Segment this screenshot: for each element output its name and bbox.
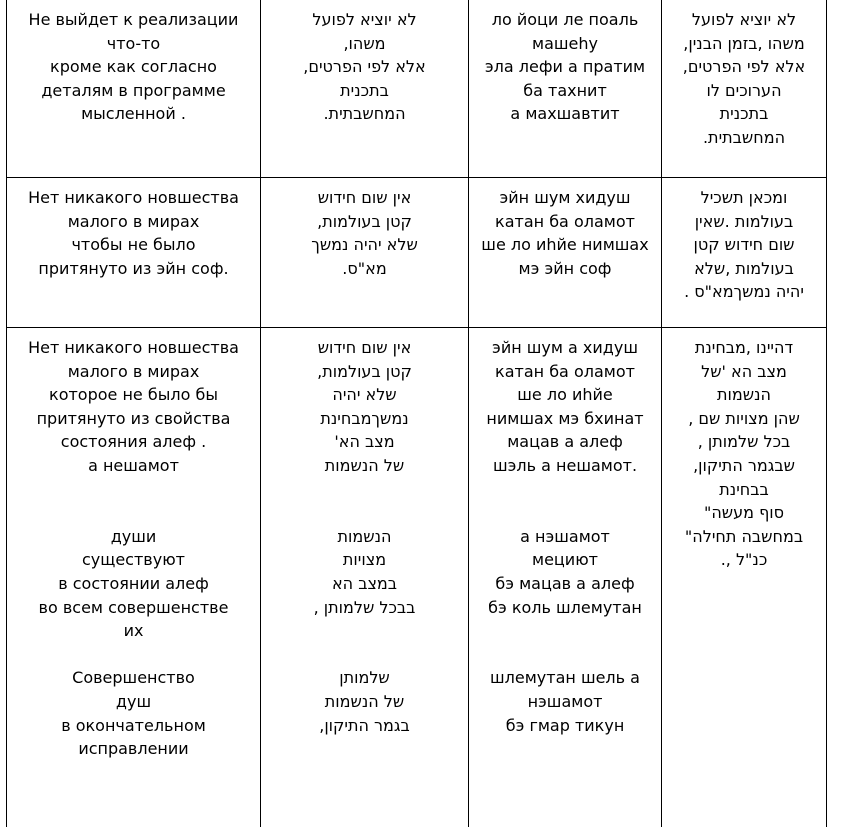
cell-line: שלא יהיה — [267, 383, 462, 407]
transliteration-cell — [469, 328, 662, 827]
cell-line: נמשךמבחינת — [267, 407, 462, 431]
cell-line: ומכאן תשכיל — [668, 186, 820, 210]
cell-line: во всем совершенстве — [13, 596, 254, 620]
cell-line: אין שום חידוש — [267, 336, 462, 360]
transliteration-cell — [469, 0, 662, 178]
cell-line: притянуто из эйн соф. — [13, 257, 254, 281]
cell-line: катан ба оламот — [475, 210, 655, 234]
cell-line: исправлении — [13, 737, 254, 761]
cell-line: в окончательном — [13, 714, 254, 738]
cell-line: קטן בעולמות, — [267, 360, 462, 384]
cell-line: הערוכים לו — [668, 79, 820, 103]
cell-line: בתכנית — [267, 79, 462, 103]
cell-line: המחשבתית. — [267, 102, 462, 126]
hebrew-source-cell — [662, 178, 827, 328]
cell-line: לא יוציא לפועל — [668, 8, 820, 32]
cell-line — [267, 501, 462, 525]
cell-line: שלא יהיה נמשך — [267, 233, 462, 257]
cell-line: מא"ס. — [267, 257, 462, 281]
cell-line: состояния алеф . — [13, 430, 254, 454]
hebrew-source-cell — [662, 328, 827, 827]
cell-line: мециют — [475, 548, 655, 572]
cell-line: שבגמר התיקון, — [668, 454, 820, 478]
cell-line: их — [13, 619, 254, 643]
hebrew-short-cell — [261, 328, 469, 827]
cell-line: בבכל שלמותן , — [267, 596, 462, 620]
transliteration-cell — [469, 178, 662, 328]
cell-line: шэль а нешамот. — [475, 454, 655, 478]
table-row — [7, 328, 827, 827]
cell-line: катан ба оламот — [475, 360, 655, 384]
cell-line: мэ эйн соф — [475, 257, 655, 281]
russian-cell — [7, 0, 261, 178]
hebrew-short-cell — [261, 0, 469, 178]
cell-line: мацав а алеф — [475, 430, 655, 454]
cell-line: משהו ,בזמן הבנין, — [668, 32, 820, 56]
cell-line: малого в мирах — [13, 210, 254, 234]
cell-line: במצב הא — [267, 572, 462, 596]
cell-line: эйн шум а хидуш — [475, 336, 655, 360]
cell-line: души — [13, 525, 254, 549]
cell-line: бэ коль шлемутан — [475, 596, 655, 620]
cell-line: בעולמות ,שלא — [668, 257, 820, 281]
comparison-table — [6, 0, 827, 827]
cell-line: кроме как согласно — [13, 55, 254, 79]
cell-line: ло йоци ле поаль — [475, 8, 655, 32]
cell-line: בעולמות .שאין — [668, 210, 820, 234]
cell-line: מצב הא' — [267, 430, 462, 454]
cell-line: мысленной . — [13, 102, 254, 126]
cell-line: нэшамот — [475, 690, 655, 714]
cell-line: שהן מצויות שם , — [668, 407, 820, 431]
cell-line: малого в мирах — [13, 360, 254, 384]
cell-line: של הנשמות — [267, 690, 462, 714]
cell-line: а нэшамот — [475, 525, 655, 549]
cell-line — [13, 643, 254, 667]
cell-line: ба тахнит — [475, 79, 655, 103]
cell-line: דהיינו ,מבחינת — [668, 336, 820, 360]
cell-line: הנשמות — [267, 525, 462, 549]
cell-line — [13, 501, 254, 525]
cell-line: эйн шум хидуш — [475, 186, 655, 210]
cell-line: ше ло иhйе — [475, 383, 655, 407]
table-row — [7, 0, 827, 178]
cell-line: в состоянии алеф — [13, 572, 254, 596]
cell-line: משהו, — [267, 32, 462, 56]
cell-line: כנ"ל ,. — [668, 548, 820, 572]
cell-line: душ — [13, 690, 254, 714]
cell-line: ше ло иhйе нимшах — [475, 233, 655, 257]
cell-line: אין שום חידוש — [267, 186, 462, 210]
cell-line: машеhу — [475, 32, 655, 56]
cell-line: Нет никакого новшества — [13, 336, 254, 360]
cell-line: בכל שלמותן , — [668, 430, 820, 454]
cell-line — [475, 619, 655, 643]
cell-line: לא יוציא לפועל — [267, 8, 462, 32]
hebrew-source-cell — [662, 0, 827, 178]
cell-line — [13, 478, 254, 502]
cell-line: притянуто из свойства — [13, 407, 254, 431]
cell-line: деталям в программе — [13, 79, 254, 103]
cell-line: בבחינת — [668, 478, 820, 502]
cell-line: эла лефи а пратим — [475, 55, 655, 79]
cell-line: бэ гмар тикун — [475, 714, 655, 738]
cell-line: нимшах мэ бхинат — [475, 407, 655, 431]
cell-line: אלא לפי הפרטים, — [267, 55, 462, 79]
cell-line: бэ мацав а алеф — [475, 572, 655, 596]
russian-cell — [7, 178, 261, 328]
cell-line: существуют — [13, 548, 254, 572]
cell-line: של הנשמות — [267, 454, 462, 478]
cell-line — [267, 643, 462, 667]
cell-line — [475, 643, 655, 667]
cell-line: שום חידוש קטן — [668, 233, 820, 257]
cell-line: Совершенство — [13, 666, 254, 690]
cell-line — [475, 501, 655, 525]
hebrew-short-cell — [261, 178, 469, 328]
cell-line: אלא לפי הפרטים, — [668, 55, 820, 79]
cell-line: שלמותן — [267, 666, 462, 690]
cell-line: шлемутан шель а — [475, 666, 655, 690]
cell-line: סוף מעשה" — [668, 501, 820, 525]
cell-line — [267, 478, 462, 502]
cell-line — [475, 478, 655, 502]
cell-line: что-то — [13, 32, 254, 56]
cell-line: מצב הא 'של — [668, 360, 820, 384]
cell-line: чтобы не было — [13, 233, 254, 257]
cell-line: במחשבה תחילה" — [668, 525, 820, 549]
table-row — [7, 178, 827, 328]
cell-line: Нет никакого новшества — [13, 186, 254, 210]
cell-line: Не выйдет к реализации — [13, 8, 254, 32]
russian-cell — [7, 328, 261, 827]
cell-line — [267, 619, 462, 643]
cell-line: а махшавтит — [475, 102, 655, 126]
cell-line: בתכנית — [668, 102, 820, 126]
cell-line: הנשמות — [668, 383, 820, 407]
cell-line: יהיה נמשךמא"ס . — [668, 280, 820, 304]
cell-line: а нешамот — [13, 454, 254, 478]
cell-line: בגמר התיקון, — [267, 714, 462, 738]
cell-line: מצויות — [267, 548, 462, 572]
cell-line: המחשבתית. — [668, 126, 820, 150]
cell-line: которое не было бы — [13, 383, 254, 407]
cell-line: קטן בעולמות, — [267, 210, 462, 234]
